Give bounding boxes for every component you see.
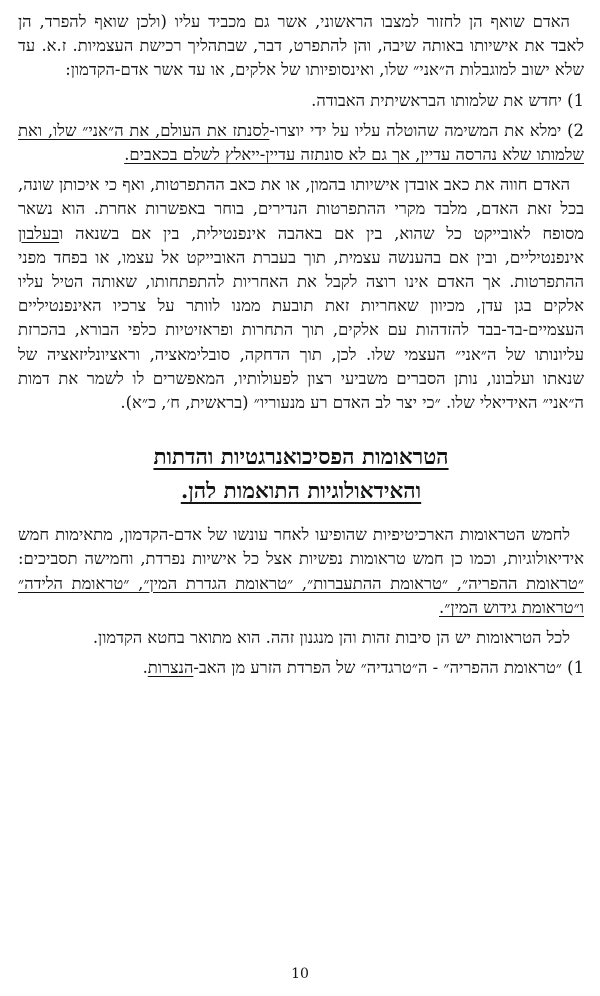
page-number: 10 [291, 966, 309, 982]
paragraph-body-part1: האדם חווה את כאב אובדן אישיותו בהמון, או את כאב ההתפרטות, ואף כי איכותן שונה, בכל זאת האדם, מלבד מקרי ההתפרטות הנדירים, בוחר באפשרות אחרת. הוא נשאר מסופח לאובייקט כל שהוא, בין אם באהבה אינפנטילית, בין אם בשנאה ו [18, 175, 584, 243]
paragraph-mechanism [18, 626, 584, 650]
section-heading-line-1: הטראומות הפסיכואנרגטיות והדתות [153, 445, 449, 471]
paragraph-body-underlined-word: בעלבון [18, 223, 60, 243]
paragraph-traumas-prefix: לחמש הטראומות הארכיטיפיות שהופיעו לאחר עונשו של אדם-הקדמון, מתאימות חמש אידיאולוגיות, וכמו כן חמש טראומות נפשיות אצל כל אישיות נפרדת, וחמישה תסביכים: [18, 525, 584, 569]
paragraph-body-part2: אינפנטיליים, ובין אם בהענשה עצמית, תוך בעברת האובייקט אל עצמו, או בפחד מפני ההתפרטות. אך האדם אינו רוצה לקבל את האחריות להתפתחותו, שאותה הטיל עליו אלקים בגן עדן, מכיוון שאחריות זאת תובעת ממנו לוותר על צרכיו האינפנטיליים העצמיים-בד-בבד להזדהות עם אלקים, תוך התחרות ופראזיטיות כלפי הבורא, בהכרזת עליונותו של ה״אני״ העצמי שלו. לכן, תוך הדחקה, סובלימאציה, וראציונליזאציה של שנאתו ועלבונו, נותן הסברים משביעי רצון לפעולותיו, המאפשרים לו לשמר את דמות ה״אני״ האידיאלי שלו. ״כי יצר לב האדם רע מנעוריו״ (בראשית, ח׳, כ״א). [18, 247, 584, 413]
section-heading [18, 441, 584, 509]
section-heading-line-2: והאידאולוגיות התואמות להן. [180, 479, 422, 505]
paragraph-traumas [18, 523, 584, 620]
document-page [18, 10, 584, 686]
numbered-item-3-prefix: 1) ״טראומת ההפריה״ - ה״טרגדיה״ של הפרדת הזרע מן האב- [193, 658, 584, 678]
numbered-item-2-underlined: לסנתז את העולם, את ה״אני״ שלו, ואת שלמותו שלא נהרסה עדיין, אך גם לא סונתזה עדיין-ייאלץ לשלם בכאבים. [18, 120, 584, 165]
numbered-item-2 [18, 119, 584, 167]
numbered-item-3-suffix: . [142, 658, 148, 678]
numbered-item-3 [18, 656, 584, 680]
numbered-item-1 [18, 89, 584, 113]
paragraph-traumas-list: ״טראומת ההפריה״, ״טראומת ההתעברות״, ״טראומת הגדרת המין״, ״טראומת הלידה״ ו״טראומת גידוש המין״. [18, 573, 584, 617]
paragraph-mechanism-text: לכל הטראומות יש הן סיבות זהות והן מנגנון זהה. הוא מתואר בחטא הקדמון. [92, 628, 570, 648]
paragraph-intro-text: האדם שואף הן לחזור למצבו הראשוני, אשר גם מכביד עליו (ולכן שואף להפרד, הן לאבד את אישיותו באותה שיבה, והן להתפרט, דבר, שבתהליך רכישת העצמיות. ז.א. עד שלא ישוב למוגבלות ה״אני״ שלו, ואינסופיותו של אלקים, או עד אשר אדם-הקדמון: [18, 12, 584, 80]
paragraph-intro [18, 10, 584, 83]
numbered-item-2-prefix: 2) ימלא את המשימה שהוטלה עליו על ידי יוצרו- [269, 120, 584, 140]
numbered-item-1-text: 1) יחדש את שלמותו הבראשיתית האבודה. [311, 90, 584, 110]
paragraph-body [18, 173, 584, 415]
numbered-item-3-underlined: הנצרות [147, 658, 194, 678]
